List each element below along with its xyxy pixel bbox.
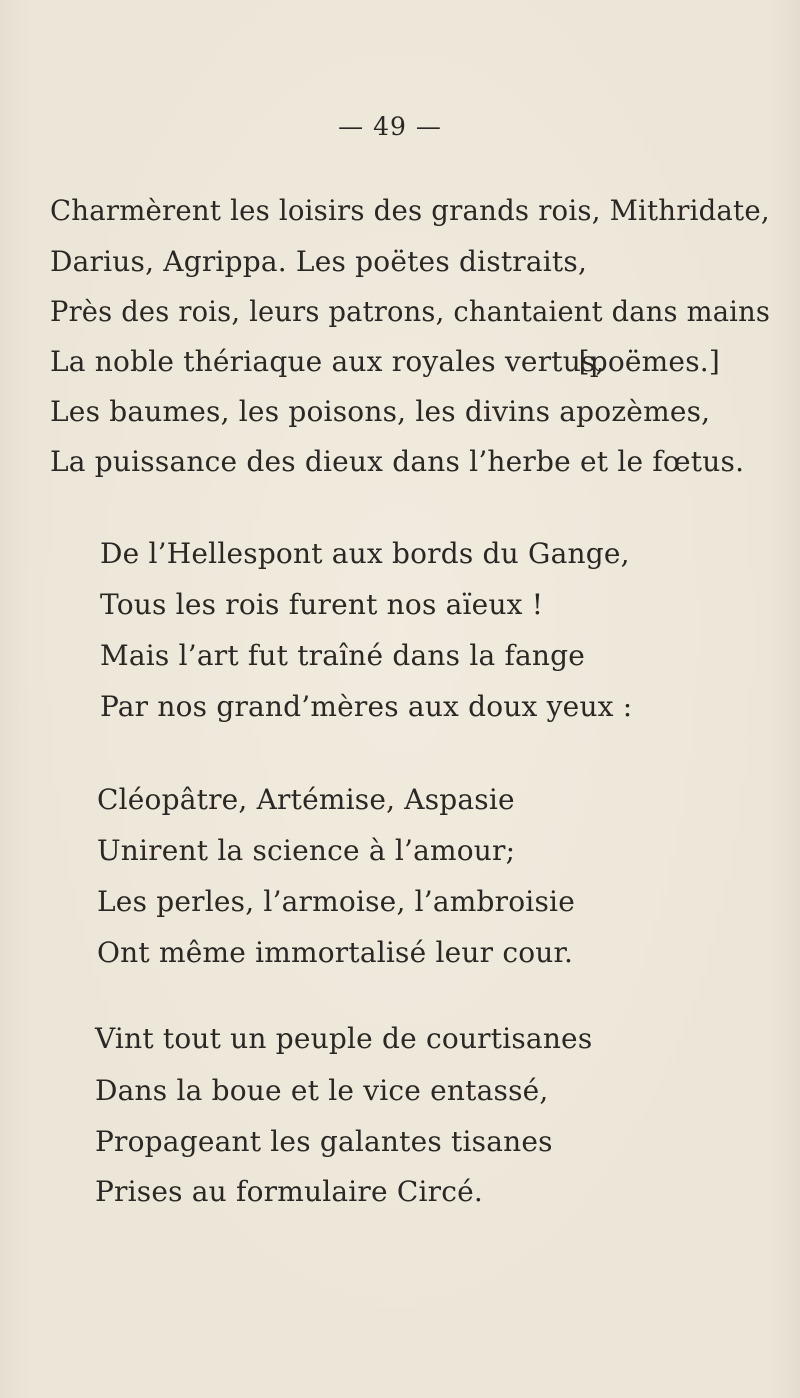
verse-line: La noble thériaque aux royales vertus, xyxy=(50,345,605,378)
verse-line: Mais l’art fut traîné dans la fange xyxy=(100,639,586,672)
verse-line: Les perles, l’armoise, l’ambroisie xyxy=(97,885,575,918)
verse-line: Darius, Agrippa. Les poëtes distraits, xyxy=(50,245,588,278)
verse-line: Vint tout un peuple de courtisanes xyxy=(95,1022,593,1055)
verse-line: Prises au formulaire Circé. xyxy=(95,1175,483,1208)
verse-line: La puissance des dieux dans l’herbe et le fœtus. xyxy=(50,445,745,478)
page-number: — 49 — xyxy=(338,112,442,141)
verse-line: De l’Hellespont aux bords du Gange, xyxy=(100,537,630,570)
verse-line: Dans la boue et le vice entassé, xyxy=(95,1074,549,1107)
verse-line: Par nos grand’mères aux doux yeux : xyxy=(100,690,633,723)
verse-line: Près des rois, leurs patrons, chantaient dans mains xyxy=(50,295,771,328)
verse-line: Tous les rois furent nos aïeux ! xyxy=(100,588,544,621)
verse-line: Les baumes, les poisons, les divins apozèmes, xyxy=(50,395,711,428)
verse-line: Propageant les galantes tisanes xyxy=(95,1125,553,1158)
verse-carryover: [poëmes.] xyxy=(578,345,720,378)
verse-line: Cléopâtre, Artémise, Aspasie xyxy=(97,783,515,816)
verse-line: Unirent la science à l’amour; xyxy=(97,834,516,867)
verse-line: Ont même immortalisé leur cour. xyxy=(97,936,574,969)
verse-line: Charmèrent les loisirs des grands rois, Mithridate, xyxy=(50,194,770,227)
